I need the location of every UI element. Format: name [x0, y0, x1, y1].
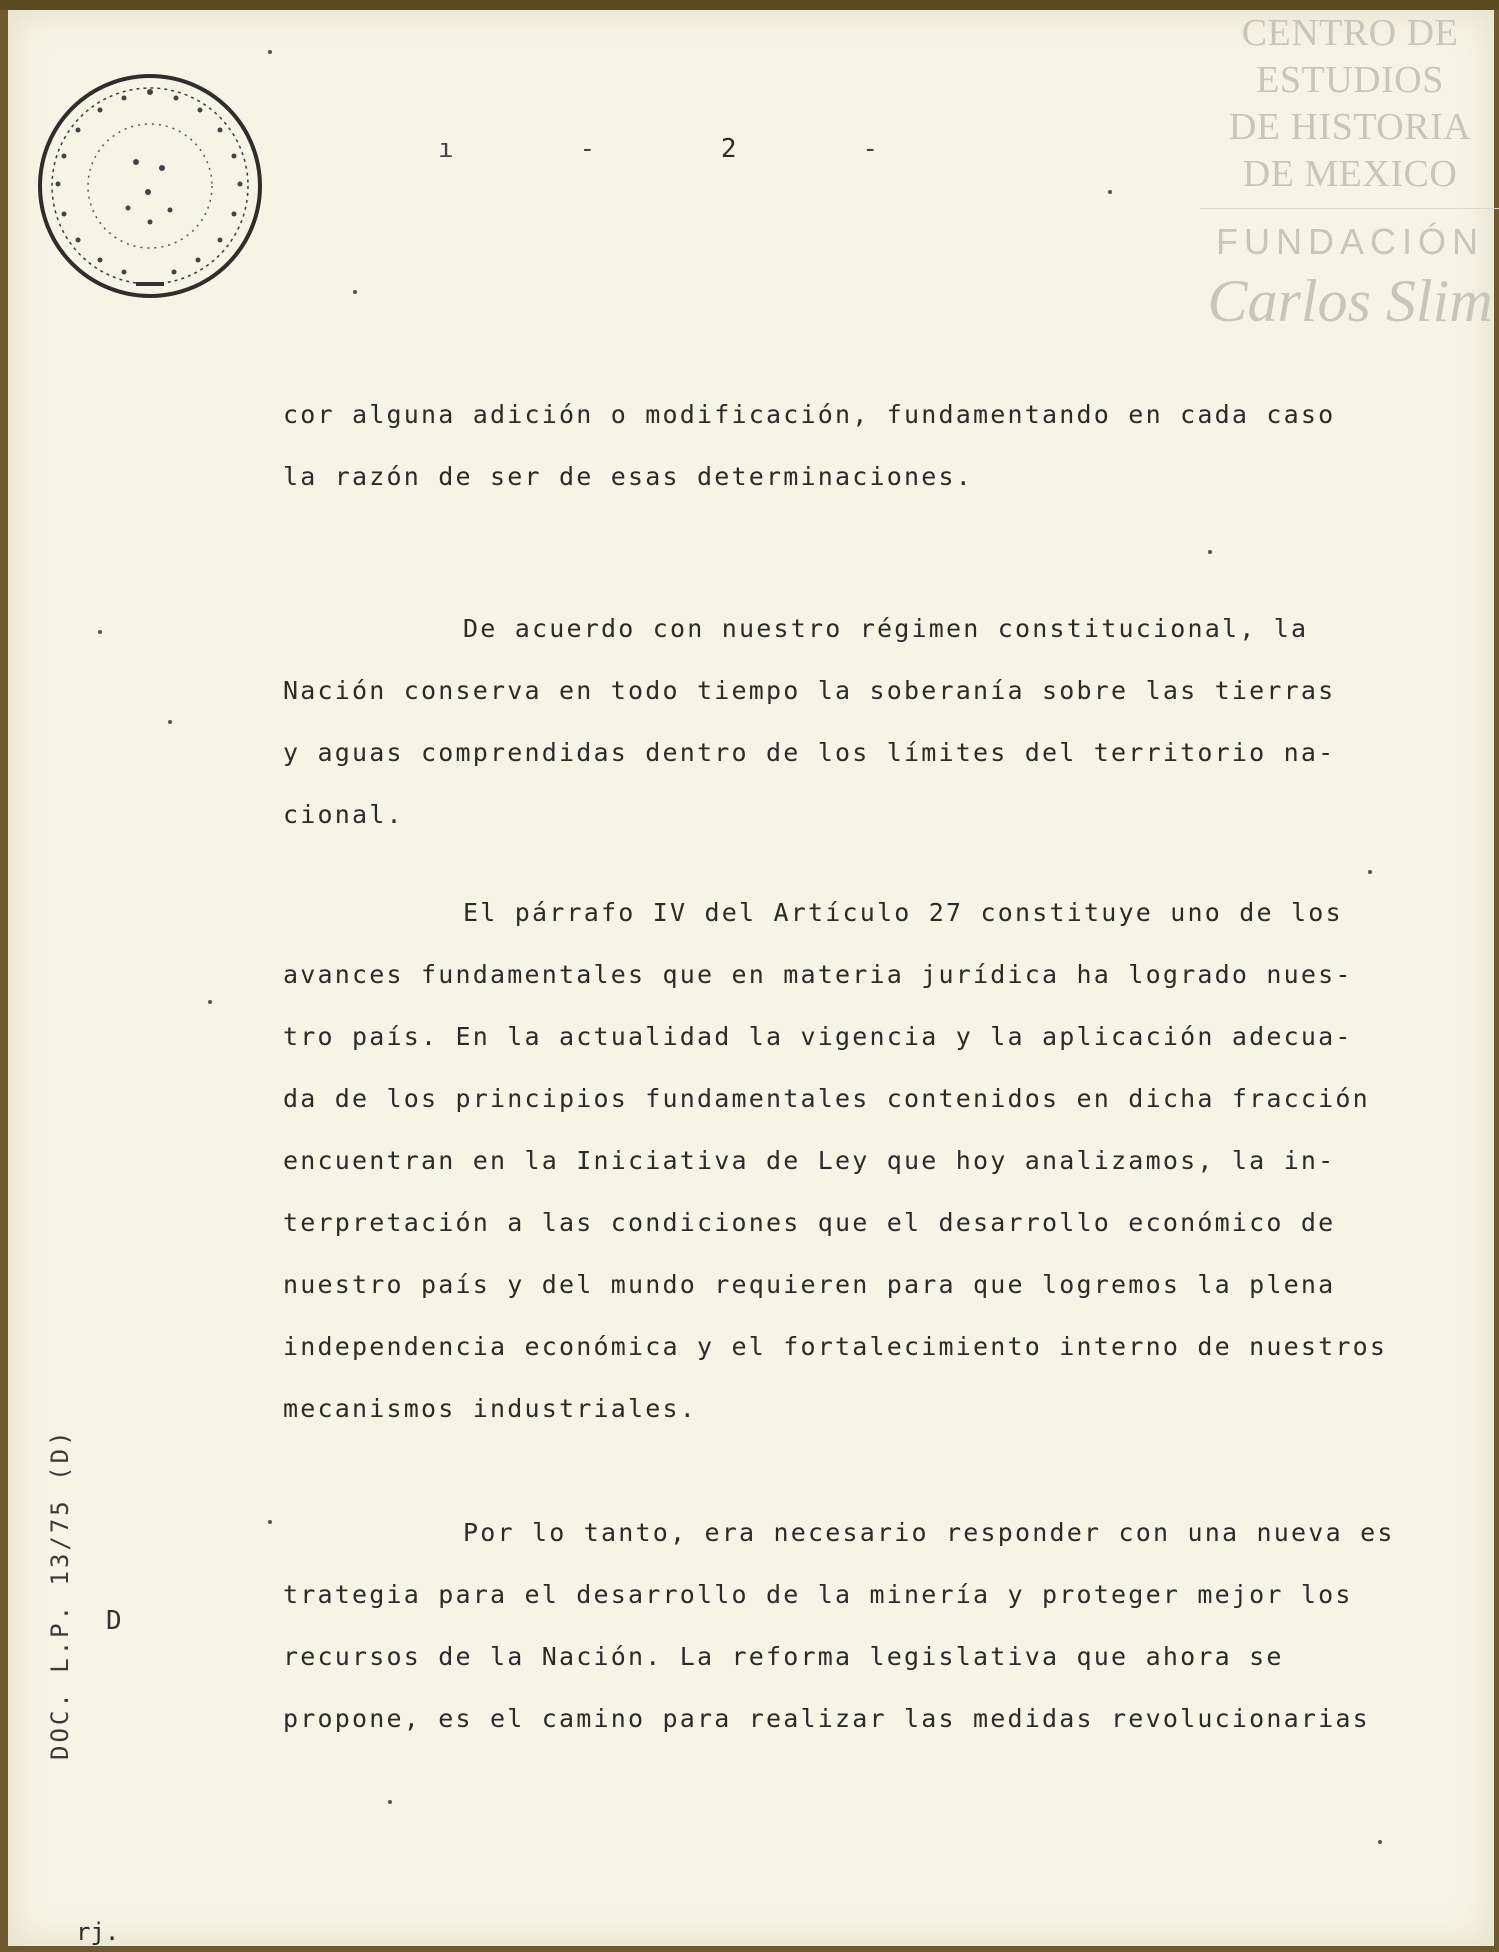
watermark-line: DE MEXICO: [1242, 153, 1458, 195]
text-line: avances fundamentales que en materia jurídica ha logrado nues-: [283, 960, 1353, 989]
typist-initials: rj.: [76, 1918, 120, 1946]
scan-speck: [168, 720, 172, 724]
watermark-signature: Carlos Slim: [1207, 268, 1493, 334]
watermark-line: DE HISTORIA: [1228, 106, 1472, 148]
text-line: trategia para el desarrollo de la minería y proteger mejor los: [283, 1580, 1353, 1609]
watermark-divider: [1200, 208, 1499, 209]
watermark-line: CENTRO DE: [1241, 12, 1459, 54]
text-line: y aguas comprendidas dentro de los límites del territorio na-: [283, 738, 1336, 767]
paragraph-4: [283, 1518, 1494, 1766]
paragraph-3: [283, 898, 1494, 1456]
scan-speck: [208, 1000, 212, 1004]
side-document-reference: DOC. L.P. 13/75 (D): [46, 1428, 74, 1760]
text-line: independencia económica y el fortalecimiento interno de nuestros: [283, 1332, 1388, 1361]
paragraph-1: [283, 400, 1494, 524]
text-line: encuentran en la Iniciativa de Ley que hoy analizamos, la in-: [283, 1146, 1336, 1175]
scan-speck: [268, 50, 272, 54]
page-number: 2: [720, 134, 737, 164]
text-line: De acuerdo con nuestro régimen constitucional, la: [463, 614, 1309, 643]
watermark-fundacion: FUNDACIÓN: [1216, 221, 1484, 262]
text-line: cor alguna adición o modificación, fundamentando en cada caso: [283, 400, 1336, 429]
scan-speck: [1208, 550, 1212, 554]
text-line: mecanismos industriales.: [283, 1394, 698, 1423]
header-dash-right: -: [862, 134, 878, 164]
text-line: recursos de la Nación. La reforma legislativa que ahora se: [283, 1642, 1284, 1671]
margin-mark: D: [106, 1606, 122, 1636]
text-line: da de los principios fundamentales contenidos en dicha fracción: [283, 1084, 1370, 1113]
scan-speck: [268, 1520, 272, 1524]
text-line: terpretación a las condiciones que el desarrollo económico de: [283, 1208, 1336, 1237]
scan-speck: [1108, 190, 1112, 194]
fundacion-watermark: [1200, 10, 1499, 336]
scan-top-edge: [0, 0, 1499, 10]
header-tick-left: ı: [438, 134, 454, 164]
header-dash-left: -: [579, 134, 596, 164]
text-line: propone, es el camino para realizar las medidas revolucionarias: [283, 1704, 1370, 1733]
scan-speck: [353, 290, 357, 294]
text-line: nuestro país y del mundo requieren para que logremos la plena: [283, 1270, 1336, 1299]
scan-speck: [98, 630, 102, 634]
watermark-line: ESTUDIOS: [1256, 59, 1444, 101]
text-line: tro país. En la actualidad la vigencia y la aplicación adecua-: [283, 1022, 1353, 1051]
paragraph-2: [283, 614, 1494, 862]
text-line: El párrafo IV del Artículo 27 constituye uno de los: [463, 898, 1343, 927]
scan-speck: [388, 1800, 392, 1804]
text-line: cional.: [283, 800, 404, 829]
scan-speck: [1368, 870, 1372, 874]
text-line: la razón de ser de esas determinaciones.: [283, 462, 974, 491]
text-line: Nación conserva en todo tiempo la soberanía sobre las tierras: [283, 676, 1336, 705]
text-line: Por lo tanto, era necesario responder con una nueva es: [463, 1518, 1395, 1547]
official-seal-stamp: [36, 72, 264, 300]
scan-speck: [1378, 1840, 1382, 1844]
page-number-header: [438, 134, 878, 164]
